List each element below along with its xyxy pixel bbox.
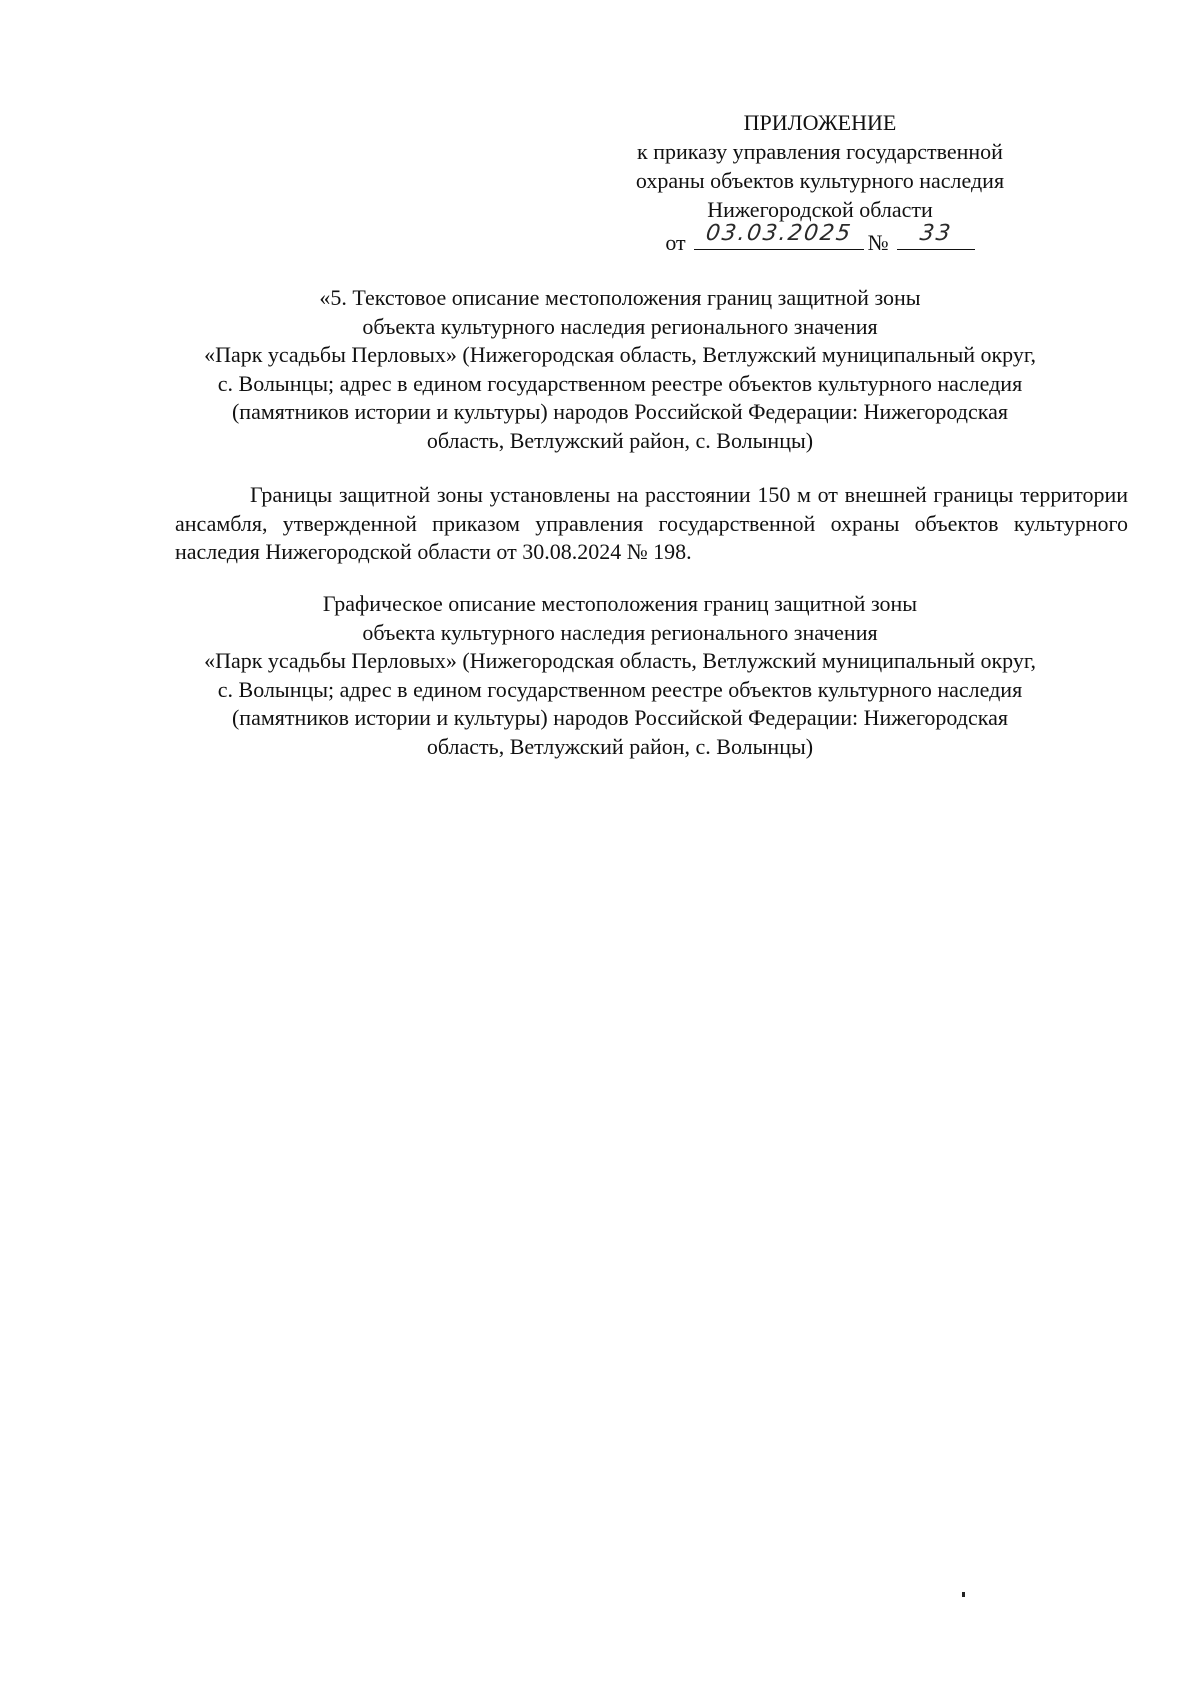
appendix-line: к приказу управления государственной — [637, 139, 1003, 164]
number-label: № — [867, 230, 889, 255]
heading-line: с. Волынцы; адрес в едином государственном реестре объектов культурного наследия — [217, 676, 1023, 702]
order-number-handwritten: 33 — [917, 221, 954, 246]
appendix-line: Нижегородской области — [707, 197, 933, 222]
heading-line: «Парк усадьбы Перловых» (Нижегородская область, Ветлужский муниципальный округ, — [204, 648, 1036, 673]
heading-line: Графическое описание местоположения границ защитной зоны — [322, 591, 918, 616]
order-number-field — [897, 221, 975, 250]
heading-line: объекта культурного наследия регионального значения — [362, 619, 878, 645]
appendix-title: ПРИЛОЖЕНИЕ — [743, 110, 897, 135]
scan-speck — [962, 1592, 965, 1597]
heading-line: (памятников истории и культуры) народов Российской Федерации: Нижегородская — [231, 705, 1008, 730]
heading-line: (памятников истории и культуры) народов Российской Федерации: Нижегородская — [231, 399, 1008, 424]
heading-line: объекта культурного наследия регионального значения — [362, 313, 878, 339]
heading-line: область, Ветлужский район, с. Волынцы) — [426, 733, 814, 759]
heading-line: «5. Текстовое описание местоположения границ защитной зоны — [319, 285, 921, 310]
order-date-field — [694, 221, 864, 250]
from-label: от — [665, 230, 686, 255]
text-description-heading — [150, 284, 1090, 455]
graphic-description-heading — [150, 590, 1090, 761]
appendix-line: охраны объектов культурного наследия — [635, 168, 1005, 193]
appendix-header — [560, 108, 1080, 257]
heading-line: с. Волынцы; адрес в едином государственном реестре объектов культурного наследия — [217, 370, 1023, 396]
order-date-handwritten: 03.03.2025 — [703, 221, 854, 246]
order-reference — [560, 221, 1080, 257]
heading-line: «Парк усадьбы Перловых» (Нижегородская область, Ветлужский муниципальный округ, — [204, 342, 1036, 367]
boundary-paragraph: Границы защитной зоны установлены на расстоянии 150 м от внешней границы территории ансамбля, утвержденной приказом управления государственной охраны объектов культурного наследия Нижегородской области от 30.08.2024 № 198. — [175, 482, 1128, 564]
heading-line: область, Ветлужский район, с. Волынцы) — [426, 427, 814, 453]
